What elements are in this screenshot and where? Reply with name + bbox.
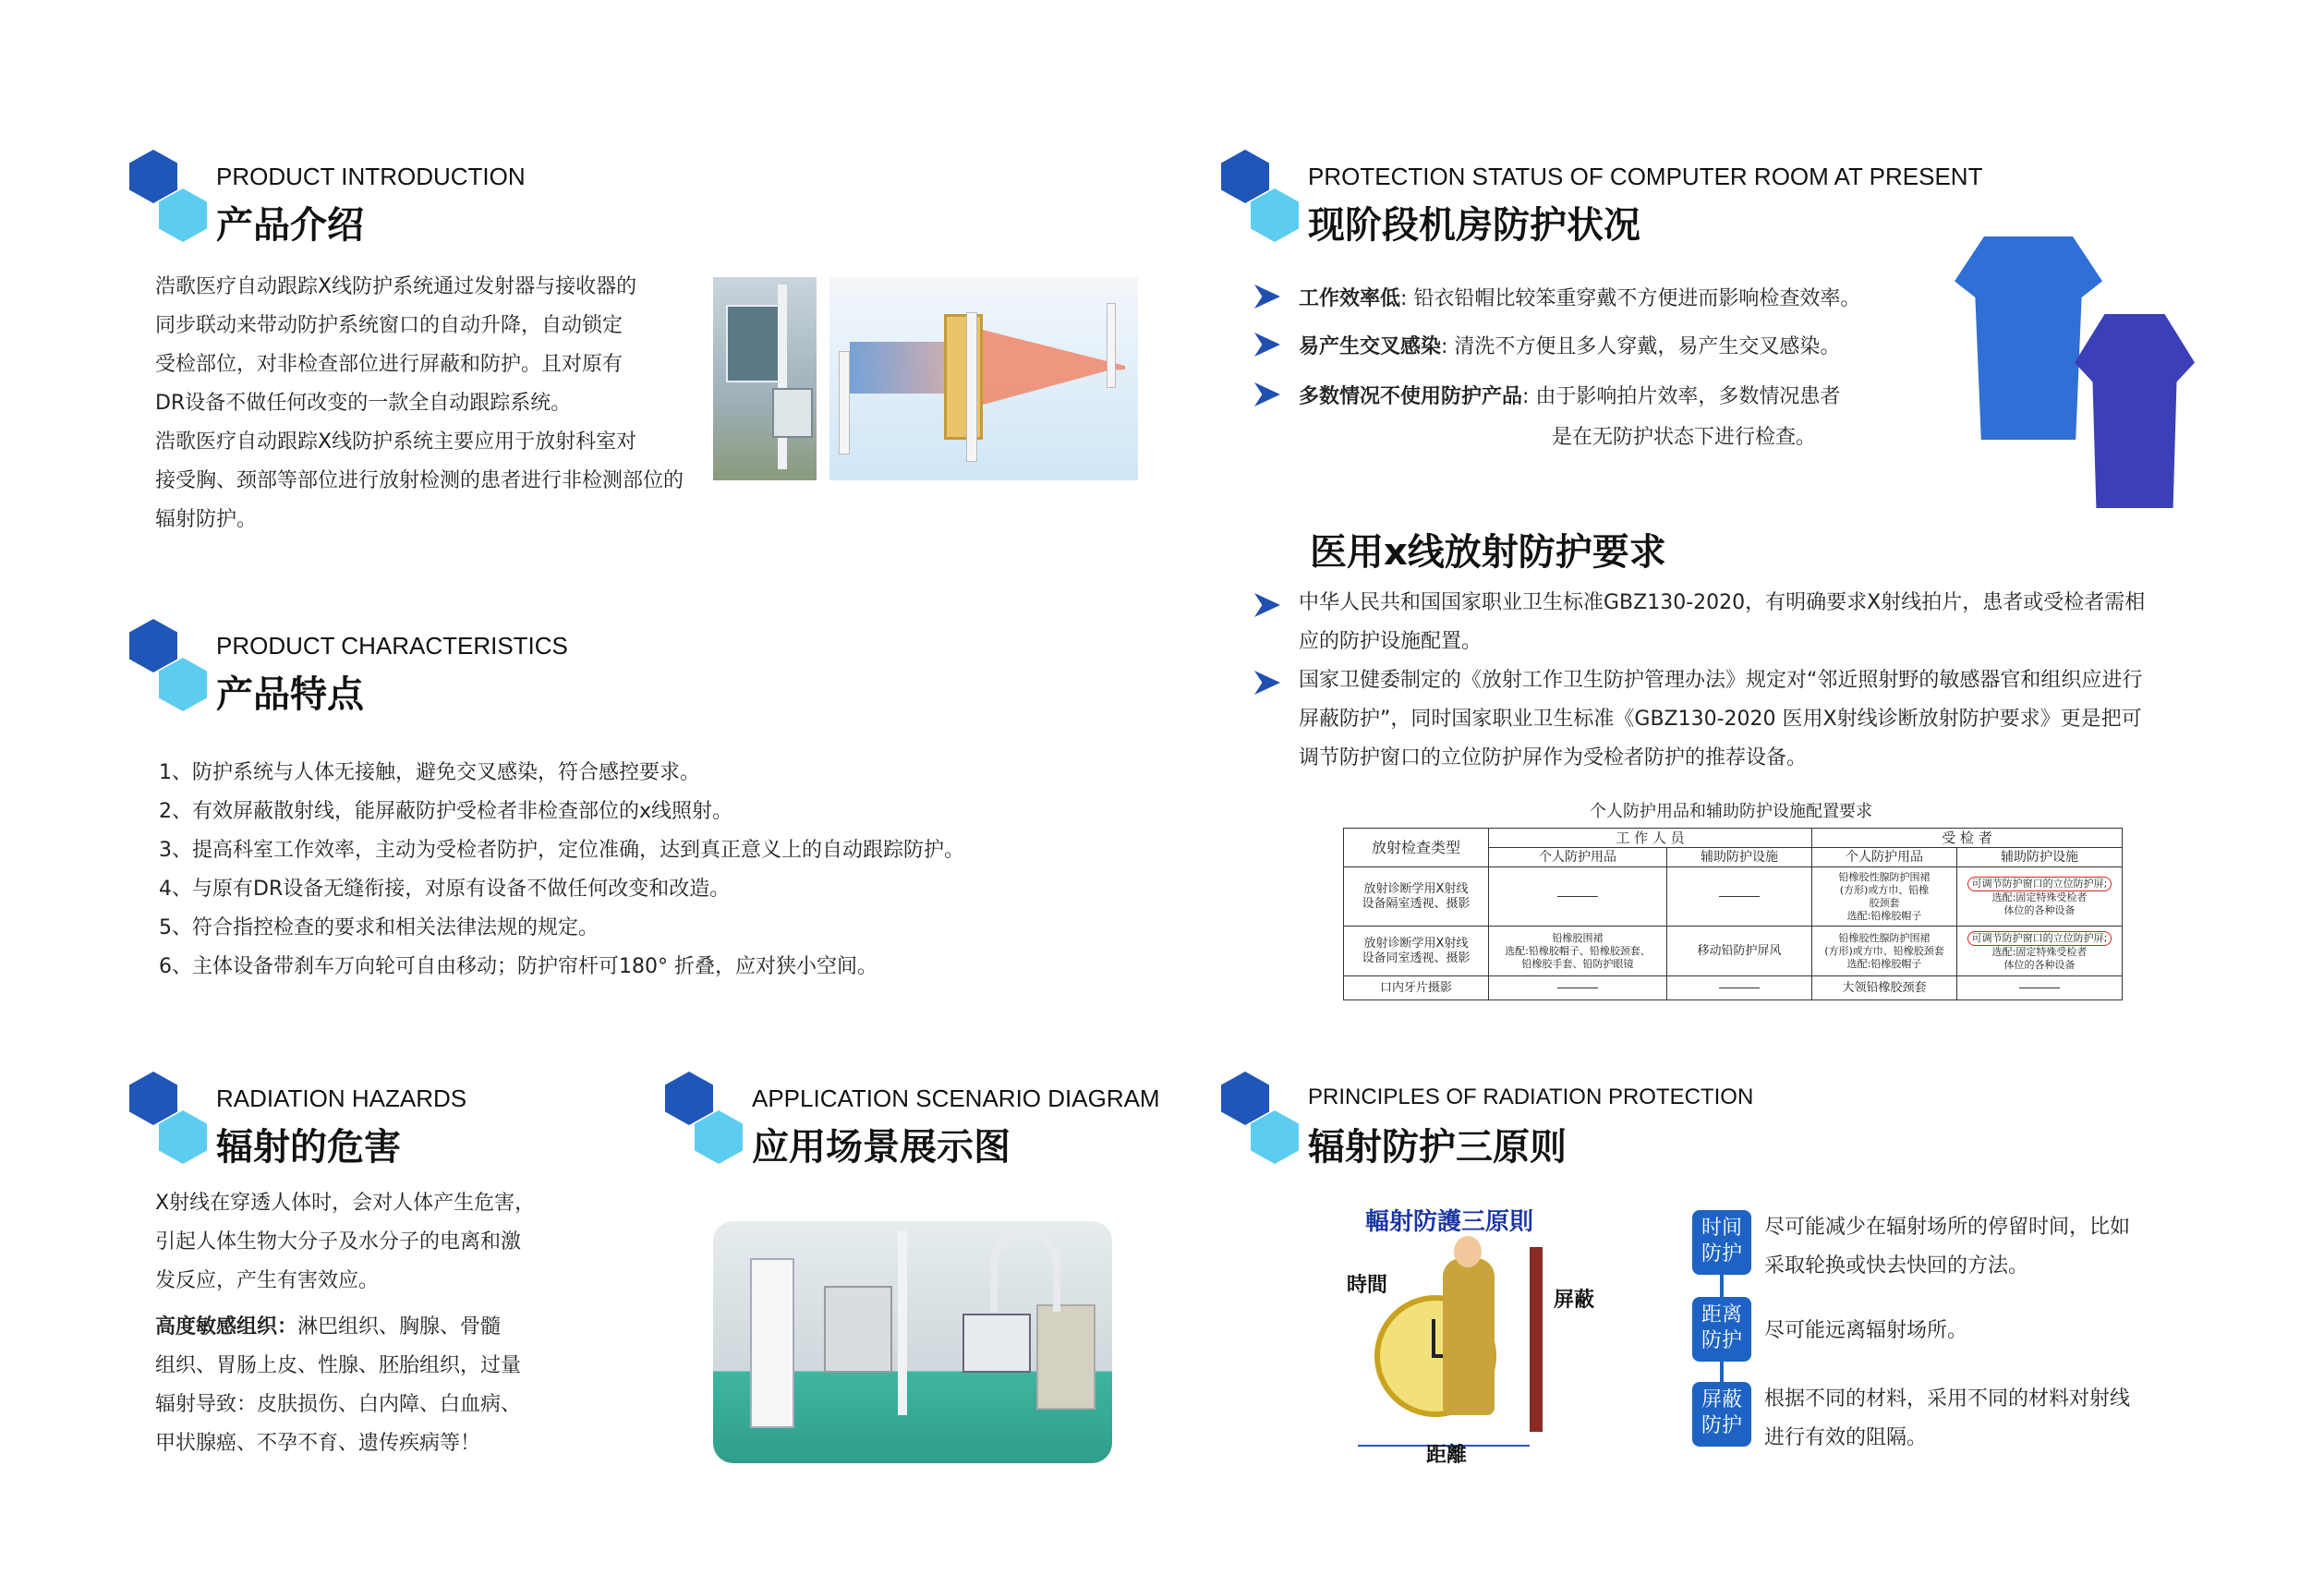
equipment-cabinet bbox=[1036, 1304, 1095, 1410]
status-item-text: : 由于影响拍片效率，多数情况患者 bbox=[1522, 385, 1841, 408]
equipment-stand bbox=[750, 1258, 794, 1428]
hazards-title-cn: 辐射的危害 bbox=[216, 1126, 401, 1169]
scenario-title-cn: 应用场景展示图 bbox=[752, 1126, 1011, 1169]
status-item bbox=[1299, 381, 1840, 409]
characteristics-title-cn: 产品特点 bbox=[216, 673, 364, 716]
cell-patient-aux: 可调节防护窗口的立位防护屏; 选配:固定特殊受检者 体位的各种设备 bbox=[1957, 927, 2123, 976]
figure-distance: 距離 bbox=[1426, 1444, 1468, 1467]
cell-patient-aux: 可调节防护窗口的立位防护屏; 选配:固定特殊受检者 体位的各种设备 bbox=[1957, 867, 2123, 927]
intro-line: 接受胸、颈部等部位进行放射检测的患者进行非检测部位的 bbox=[155, 469, 684, 492]
hazards-line: X射线在穿透人体时，会对人体产生危害， bbox=[155, 1192, 536, 1215]
hexagon-dark-icon bbox=[129, 619, 177, 672]
hexagon-dark-icon bbox=[665, 1072, 713, 1125]
cell-empty bbox=[1667, 976, 1812, 1000]
characteristics-list bbox=[159, 754, 1027, 987]
status-item bbox=[1299, 283, 1860, 311]
requirement-line: 中华人民共和国国家职业卫生标准GBZ130-2020，有明确要求X射线拍片，患者或受检者需相 bbox=[1299, 591, 2146, 614]
cell-patient-personal: 铅橡胶性腺防护围裙 (方形)或方巾、铅橡 胶颈套 选配:铅橡胶帽子 bbox=[1812, 867, 1957, 927]
intro-title-cn: 产品介绍 bbox=[216, 204, 364, 247]
sensitive-line: 甲状腺癌、不孕不育、遗传疾病等！ bbox=[155, 1432, 481, 1455]
chip-distance: 距离 防护 bbox=[1692, 1297, 1751, 1362]
person-icon bbox=[1443, 1258, 1495, 1415]
list-item: 5、符合指控检查的要求和相关法律法规的规定。 bbox=[159, 916, 599, 939]
cell-patient-personal: 大领铅橡胶颈套 bbox=[1812, 976, 1957, 1000]
receiver-pole bbox=[966, 312, 977, 462]
header-type: 放射检查类型 bbox=[1344, 829, 1489, 867]
principles-title-en: PRINCIPLES OF RADIATION PROTECTION bbox=[1308, 1084, 1754, 1109]
figure-shield: 屏蔽 bbox=[1554, 1289, 1595, 1312]
intro-line: 浩歌医疗自动跟踪X线防护系统主要应用于放射科室对 bbox=[155, 430, 637, 454]
status-item bbox=[1299, 331, 1840, 359]
hexagon-light-icon bbox=[695, 1110, 743, 1164]
cell-type: 口内牙片摄影 bbox=[1344, 976, 1489, 1000]
sensitive-line: 组织、胃肠上皮、性腺、胚胎组织，过量 bbox=[155, 1354, 522, 1377]
status-item-text: : 铅衣铅帽比较笨重穿戴不方便进而影响检查效率。 bbox=[1400, 287, 1861, 310]
requirement-item bbox=[1299, 661, 2232, 778]
table-row bbox=[1344, 927, 2123, 976]
cell-empty bbox=[1489, 976, 1667, 1000]
header-staff-personal: 个人防护用品 bbox=[1489, 848, 1667, 867]
cell-type: 放射诊断学用X射线 设备隔室透视、摄影 bbox=[1344, 867, 1489, 927]
dash-mark bbox=[1719, 987, 1760, 988]
hazards-title-en: RADIATION HAZARDS bbox=[216, 1084, 467, 1112]
hexagon-dark-icon bbox=[1221, 1072, 1269, 1125]
hexagon-dark-icon bbox=[129, 150, 177, 203]
hexagon-dark-icon bbox=[129, 1072, 177, 1125]
equipment-panel bbox=[824, 1286, 892, 1373]
intro-line: DR设备不做任何改变的一款全自动跟踪系统。 bbox=[155, 392, 572, 415]
intro-title-en: PRODUCT INTRODUCTION bbox=[216, 163, 526, 190]
table-row bbox=[1344, 976, 2123, 1000]
list-item: 2、有效屏蔽散射线，能屏蔽防护受检者非检查部位的x线照射。 bbox=[159, 800, 733, 823]
scenario-photo bbox=[713, 1221, 1112, 1463]
table-row bbox=[1344, 867, 2123, 927]
figure-time: 時間 bbox=[1347, 1274, 1388, 1297]
hexagon-light-icon bbox=[159, 1110, 207, 1164]
cell-empty bbox=[1489, 867, 1667, 927]
hexagon-dark-icon bbox=[1221, 150, 1269, 203]
intro-line: 辐射防护。 bbox=[155, 508, 258, 531]
lead-apron-purple-icon bbox=[2075, 314, 2195, 508]
header-staff-aux: 辅助防护设施 bbox=[1667, 848, 1812, 867]
hexagon-light-icon bbox=[159, 188, 207, 242]
intro-paragraph bbox=[155, 268, 709, 539]
sensitive-line: 淋巴组织、胸腺、骨髓 bbox=[297, 1315, 502, 1339]
cell-empty bbox=[1667, 867, 1812, 927]
cell-empty bbox=[1957, 976, 2123, 1000]
intro-line: 受检部位，对非检查部位进行屏蔽和防护。且对原有 bbox=[155, 353, 623, 376]
principles-title-cn: 辐射防护三原则 bbox=[1308, 1126, 1567, 1169]
requirement-line: 调节防护窗口的立位防护屏作为受检者防护的推荐设备。 bbox=[1299, 746, 1808, 769]
hazards-line: 发反应，产生有害效应。 bbox=[155, 1269, 380, 1292]
equipment-pole bbox=[898, 1230, 907, 1415]
hazards-line: 引起人体生物大分子及水分子的电离和激 bbox=[155, 1230, 522, 1254]
tracking-diagram bbox=[829, 277, 1138, 480]
hexagon-light-icon bbox=[159, 658, 207, 711]
lead-apron-blue-icon bbox=[1955, 236, 2102, 440]
hexagon-light-icon bbox=[1251, 1110, 1299, 1164]
status-item-label: 多数情况不使用防护产品 bbox=[1299, 385, 1523, 408]
requirement-line: 屏蔽防护”，同时国家职业卫生标准《GBZ130-2020 医用X射线诊断放射防护要求》更是把可 bbox=[1299, 708, 2142, 731]
status-item-label: 工作效率低 bbox=[1299, 287, 1401, 310]
principle-text: 尽可能远离辐射场所。 bbox=[1764, 1319, 1968, 1342]
equipment-arm bbox=[990, 1230, 1060, 1312]
intro-line: 同步联动来带动防护系统窗口的自动升降，自动锁定 bbox=[155, 314, 623, 337]
sensitive-line: 辐射导致：皮肤损伤、白内障、白血病、 bbox=[155, 1393, 522, 1416]
header-patient-personal: 个人防护用品 bbox=[1812, 848, 1957, 867]
hazards-sensitive bbox=[155, 1308, 562, 1463]
cell-patient-personal: 铅橡胶性腺防护围裙 (方形)或方巾、铅橡胶颈套 选配:铅橡胶帽子 bbox=[1812, 927, 1957, 976]
chip-shield: 屏蔽 防护 bbox=[1692, 1382, 1751, 1447]
highlight-box: 可调节防护窗口的立位防护屏; bbox=[1967, 877, 2112, 891]
requirement-item bbox=[1299, 584, 2232, 661]
requirement-line: 国家卫健委制定的《放射工作卫生防护管理办法》规定对“邻近照射野的敏感器官和组织应进行 bbox=[1299, 669, 2143, 692]
list-item: 3、提高科室工作效率，主动为受检者防护，定位准确，达到真正意义上的自动跟踪防护。 bbox=[159, 839, 965, 862]
cell-type: 放射诊断学用X射线 设备同室透视、摄影 bbox=[1344, 927, 1489, 976]
principle-text: 尽可能减少在辐射场所的停留时间，比如 采取轮换或快去快回的方法。 bbox=[1764, 1216, 2131, 1278]
dash-mark bbox=[1719, 896, 1760, 897]
dash-mark bbox=[2019, 987, 2060, 988]
requirements-title: 医用x线放射防护要求 bbox=[1310, 531, 1666, 574]
left-stand bbox=[839, 351, 850, 454]
person-head-icon bbox=[1454, 1236, 1482, 1267]
principle-text: 根据不同的材料，采用不同的材料对射线 进行有效的阻隔。 bbox=[1764, 1387, 2131, 1449]
header-staff: 工 作 人 员 bbox=[1489, 829, 1812, 848]
protection-table bbox=[1343, 828, 2123, 1000]
cell-staff-aux: 移动铅防护屏风 bbox=[1667, 927, 1812, 976]
chip-time: 时间 防护 bbox=[1692, 1210, 1751, 1275]
intro-line: 浩歌医疗自动跟踪X线防护系统通过发射器与接收器的 bbox=[155, 275, 637, 298]
device-pole bbox=[778, 285, 787, 469]
sensitive-label: 高度敏感组织： bbox=[155, 1315, 298, 1339]
dash-mark bbox=[1557, 896, 1598, 897]
status-item-label: 易产生交叉感染 bbox=[1299, 335, 1442, 358]
cell-staff-personal: 铅橡胶围裙 选配:铅橡胶帽子、铅橡胶颈套、 铅橡胶手套、铅防护眼镜 bbox=[1489, 927, 1667, 976]
emitter-pole bbox=[1107, 303, 1116, 388]
list-item: 4、与原有DR设备无缝衔接，对原有设备不做任何改变和改造。 bbox=[159, 878, 731, 901]
hexagon-light-icon bbox=[1251, 188, 1299, 242]
device-photo bbox=[713, 277, 817, 480]
device-panel bbox=[726, 305, 781, 382]
device-monitor bbox=[772, 388, 813, 438]
dash-mark bbox=[1557, 987, 1598, 988]
requirement-line: 应的防护设施配置。 bbox=[1299, 630, 1483, 653]
status-title-cn: 现阶段机房防护状况 bbox=[1308, 204, 1640, 247]
header-patient-aux: 辅助防护设施 bbox=[1957, 848, 2123, 867]
shield-wall-icon bbox=[1530, 1247, 1543, 1432]
figure-title: 輻射防護三原則 bbox=[1365, 1208, 1534, 1236]
clock-hand bbox=[1432, 1319, 1435, 1358]
highlight-box: 可调节防护窗口的立位防护屏; bbox=[1967, 931, 2112, 946]
scenario-title-en: APPLICATION SCENARIO DIAGRAM bbox=[752, 1084, 1160, 1112]
hazards-paragraph bbox=[155, 1184, 562, 1301]
status-item-text: : 清洗不方便且多人穿戴，易产生交叉感染。 bbox=[1441, 335, 1841, 358]
equipment-detector bbox=[962, 1314, 1031, 1373]
list-item: 1、防护系统与人体无接触，避免交叉感染，符合感控要求。 bbox=[159, 761, 700, 784]
status-item-continuation: 是在无防护状态下进行检查。 bbox=[1552, 426, 1817, 449]
characteristics-title-en: PRODUCT CHARACTERISTICS bbox=[216, 632, 568, 660]
status-title-en: PROTECTION STATUS OF COMPUTER ROOM AT PRESENT bbox=[1308, 163, 1983, 190]
header-patient: 受 检 者 bbox=[1812, 829, 2123, 848]
table-caption: 个人防护用品和辅助防护设施配置要求 bbox=[1590, 802, 1872, 821]
list-item: 6、主体设备带刹车万向轮可自由移动；防护帘杆可180° 折叠，应对狭小空间。 bbox=[159, 955, 878, 978]
